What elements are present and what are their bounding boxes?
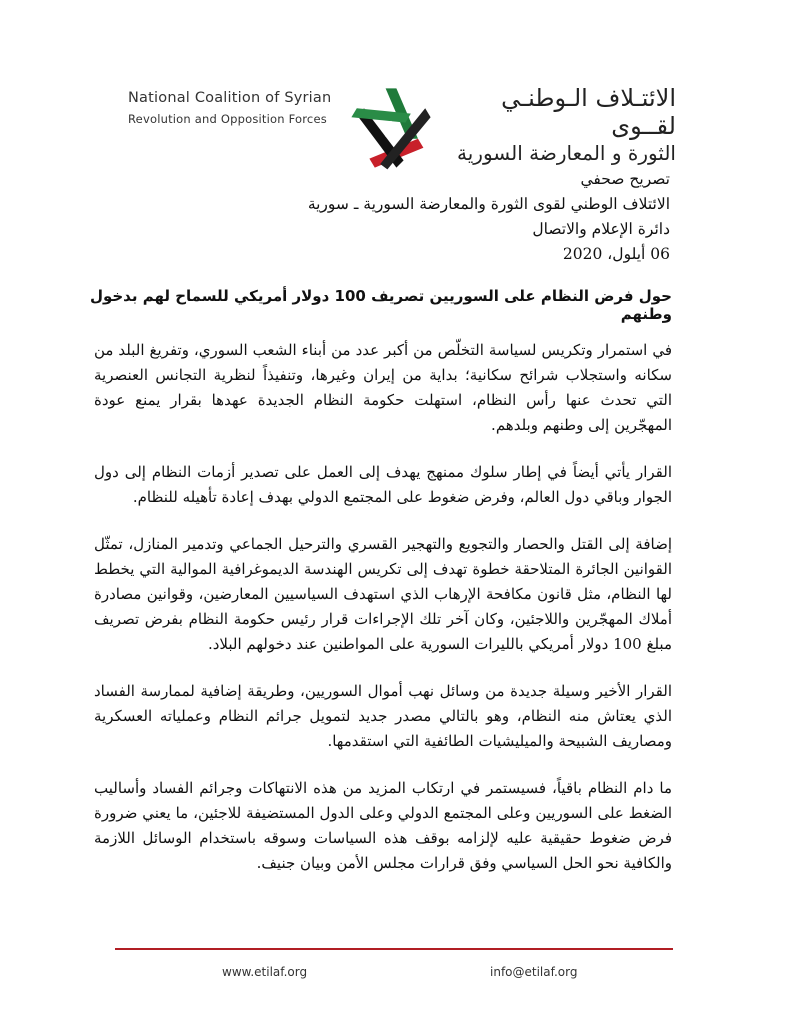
footer-email-link[interactable]: info@etilaf.org [490, 965, 578, 979]
org-name-en-line2: Revolution and Opposition Forces [128, 112, 327, 126]
body-text [94, 338, 672, 898]
paragraph: ما دام النظام باقياً، فسيستمر في ارتكاب المزيد من هذه الانتهاكات وجرائم الفساد وأساليب الضغط على السوريين وعلى المجتمع الدولي وعلى الدول المستضيفة للاجئين، ما يعني ضرورة فرض ضغوط حقيقية عليه لإلزامه بوقف هذه السياسات وسوقه باستخدام الوسائل اللازمة والكافية نحو الحل السياسي وفق قرارات مجلس الأمن وبيان جنيف. [94, 779, 672, 872]
release-date: 06 أيلول، 2020 [562, 245, 670, 263]
org-name-en-line1: National Coalition of Syrian [128, 90, 332, 106]
org-name-arabic [446, 84, 676, 166]
org-name-ar-line1: الائتـلاف الـوطنـي لقــوى [501, 84, 676, 140]
issuing-department: دائرة الإعلام والاتصال [532, 220, 670, 238]
letterhead [0, 40, 788, 165]
org-name-english [128, 90, 331, 126]
paragraph: القرار الأخير وسيلة جديدة من وسائل نهب أموال السوريين، وطريقة إضافية لممارسة الفساد الذي يعتاش منه النظام، وهو بالتالي مصدر جديد لتمويل جرائم النظام وعملياته العسكرية ومصاريف الشبيحة والميليشيات الطائفية التي استقدمها. [94, 682, 672, 750]
logo-center [383, 121, 399, 137]
paragraph: في استمرار وتكريس لسياسة التخلّص من أكبر عدد من أبناء الشعب السوري، وتفريغ البلد من سكانه واستجلاب شرائح سكانية؛ بداية من إيران وغيرها، وتنفيذاً لنظرية التجانس العنصرية التي تحدث عنها رأس النظام، استهلت حكومة النظام الجديدة عهدها بقرار يمنع عودة المهجّرين إلى وطنهم وبلدهم. [94, 341, 672, 434]
headline: حول فرض النظام على السوريين تصريف 100 دولار أمريكي للسماح لهم بدخول وطنهم [89, 287, 672, 323]
coalition-star-logo [346, 82, 436, 174]
document-type: تصريح صحفي [580, 170, 670, 188]
footer-divider [115, 948, 673, 950]
press-meta [110, 167, 670, 267]
paragraph: القرار يأتي أيضاً في إطار سلوك ممنهج يهدف إلى العمل على تصدير أزمات النظام إلى دول الجوار وباقي دول العالم، وفرض ضغوط على المجتمع الدولي بهدف إعادة تأهيله للنظام. [94, 463, 672, 506]
issuing-organization: الائتلاف الوطني لقوى الثورة والمعارضة السورية ـ سورية [307, 195, 670, 213]
paragraph: إضافة إلى القتل والحصار والتجويع والتهجير القسري والترحيل الجماعي وتدمير المنازل، تمثّل القوانين الجائرة المتلاحقة خطوة تهدف إلى تكريس الهندسة الديموغرافية الموالية التي يخطط لها النظام، مثل قانون مكافحة الإرهاب الذي استهدف السياسيين المعارضين، وقوانين مصادرة أملاك المهجّرين واللاجئين، وكان آخر تلك الإجراءات قرار رئيس حكومة النظام بفرض تصريف مبلغ 100 دولار أمريكي بالليرات السورية على المواطنين عند دخولهم البلاد. [94, 535, 672, 653]
footer-website-link[interactable]: www.etilaf.org [222, 965, 308, 979]
org-name-ar-line2: الثورة و المعارضة السورية [457, 141, 676, 165]
